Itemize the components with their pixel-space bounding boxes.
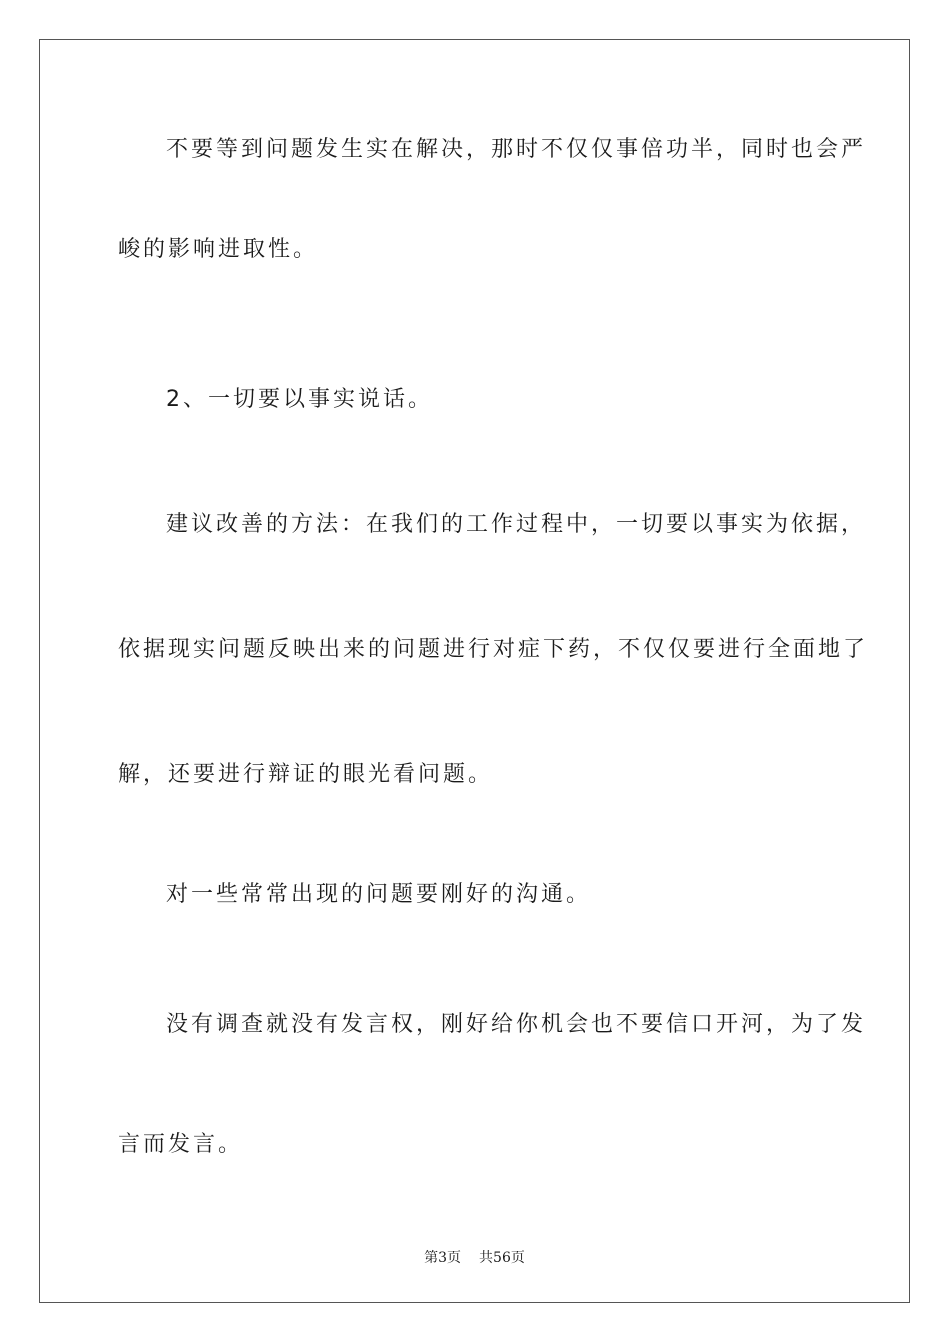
text-line-8: 没有调查就没有发言权，刚好给你机会也不要信口开河，为了发 <box>166 1012 867 1037</box>
text-line-6: 解，还要进行辩证的眼光看问题。 <box>118 762 494 787</box>
total-pages: 共56页 <box>479 1250 525 1266</box>
page-number: 第3页 <box>424 1250 462 1266</box>
text-line-4: 建议改善的方法：在我们的工作过程中，一切要以事实为依据， <box>166 512 867 537</box>
text-line-3: 2、一切要以事实说话。 <box>166 387 433 412</box>
text-line-9: 言而发言。 <box>118 1132 244 1157</box>
text-line-7: 对一些常常出现的问题要刚好的沟通。 <box>166 882 592 907</box>
text-line-5: 依据现实问题反映出来的问题进行对症下药，不仅仅要进行全面地了 <box>118 637 869 662</box>
document-page <box>39 39 910 1303</box>
page-footer <box>40 1247 909 1267</box>
text-line-2: 峻的影响进取性。 <box>118 237 319 262</box>
text-line-1: 不要等到问题发生实在解决，那时不仅仅事倍功半，同时也会严 <box>166 137 867 162</box>
